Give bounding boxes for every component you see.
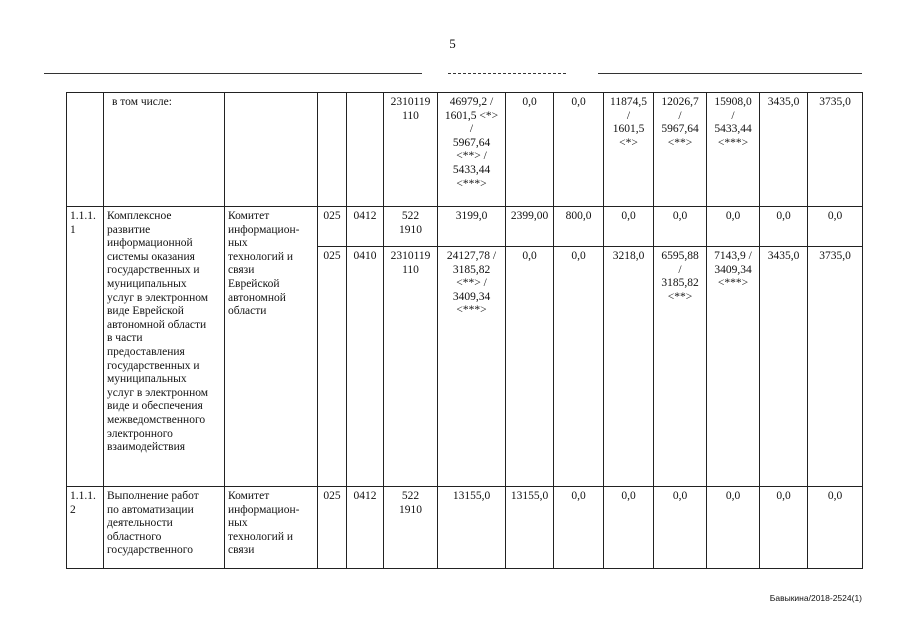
total-value: 46979,2 / 1601,5 <*> / 5967,64 <**> / 5433,44 <***> — [438, 93, 506, 207]
csr-code: 522 1910 — [384, 207, 438, 247]
year-value: 0,0 — [707, 487, 760, 569]
year-value: 0,0 — [760, 207, 808, 247]
year-value: 0,0 — [604, 487, 654, 569]
year-value: 3435,0 — [760, 93, 808, 207]
document-footer: Бавыкина/2018-2524(1) — [769, 593, 862, 603]
table-row — [67, 487, 863, 569]
total-value: 13155,0 — [438, 487, 506, 569]
row-number — [67, 93, 104, 207]
executor — [225, 93, 318, 207]
total-value: 3199,0 — [438, 207, 506, 247]
rz-code: 0412 — [347, 487, 384, 569]
rz-code: 0412 — [347, 207, 384, 247]
header-rule — [598, 73, 862, 74]
row-number: 1.1.1. 2 — [67, 487, 104, 569]
year-value: 3735,0 — [808, 93, 863, 207]
year-value: 0,0 — [808, 207, 863, 247]
year-value: 7143,9 / 3409,34 <***> — [707, 247, 760, 487]
budget-table — [66, 92, 863, 569]
header-rule — [44, 73, 422, 74]
table-row — [67, 93, 863, 207]
year-value: 0,0 — [654, 207, 707, 247]
year-value: 0,0 — [808, 487, 863, 569]
year-value: 0,0 — [707, 207, 760, 247]
header-rule — [448, 73, 566, 74]
activity-name: Выполнение работ по автоматизации деятельности областного государственного — [104, 487, 225, 569]
year-value: 13155,0 — [506, 487, 554, 569]
csr-code: 522 1910 — [384, 487, 438, 569]
year-value: 0,0 — [506, 247, 554, 487]
row-number: 1.1.1. 1 — [67, 207, 104, 487]
csr-code: 2310119 110 — [384, 247, 438, 487]
executor: Комитет информацион- ных технологий и связи Еврейской автономной области — [225, 207, 318, 487]
year-value: 0,0 — [506, 93, 554, 207]
year-value: 6595,88 / 3185,82 <**> — [654, 247, 707, 487]
grbs-code: 025 — [318, 487, 347, 569]
grbs-code: 025 — [318, 247, 347, 487]
grbs-code — [318, 93, 347, 207]
year-value: 0,0 — [654, 487, 707, 569]
year-value: 0,0 — [554, 247, 604, 487]
executor: Комитет информацион- ных технологий и связи — [225, 487, 318, 569]
rz-code: 0410 — [347, 247, 384, 487]
year-value: 12026,7 / 5967,64 <**> — [654, 93, 707, 207]
year-value: 3218,0 — [604, 247, 654, 487]
activity-name: Комплексное развитие информационной системы оказания государственных и муниципальных услуг в электронном виде Еврейской автономной области в части предоставления государственных и муниципальных услуг в электронном виде и обеспечения межведомственного электронного взаимодействия — [104, 207, 225, 487]
grbs-code: 025 — [318, 207, 347, 247]
year-value: 0,0 — [760, 487, 808, 569]
year-value: 3435,0 — [760, 247, 808, 487]
year-value: 800,0 — [554, 207, 604, 247]
rz-code — [347, 93, 384, 207]
year-value: 0,0 — [554, 487, 604, 569]
total-value: 24127,78 / 3185,82 <**> / 3409,34 <***> — [438, 247, 506, 487]
activity-name: в том числе: — [104, 93, 225, 207]
year-value: 11874,5 / 1601,5 <*> — [604, 93, 654, 207]
page-number: 5 — [449, 36, 456, 51]
year-value: 2399,00 — [506, 207, 554, 247]
year-value: 0,0 — [604, 207, 654, 247]
year-value: 3735,0 — [808, 247, 863, 487]
table-row — [67, 207, 863, 247]
year-value: 0,0 — [554, 93, 604, 207]
year-value: 15908,0 / 5433,44 <***> — [707, 93, 760, 207]
csr-code: 2310119 110 — [384, 93, 438, 207]
